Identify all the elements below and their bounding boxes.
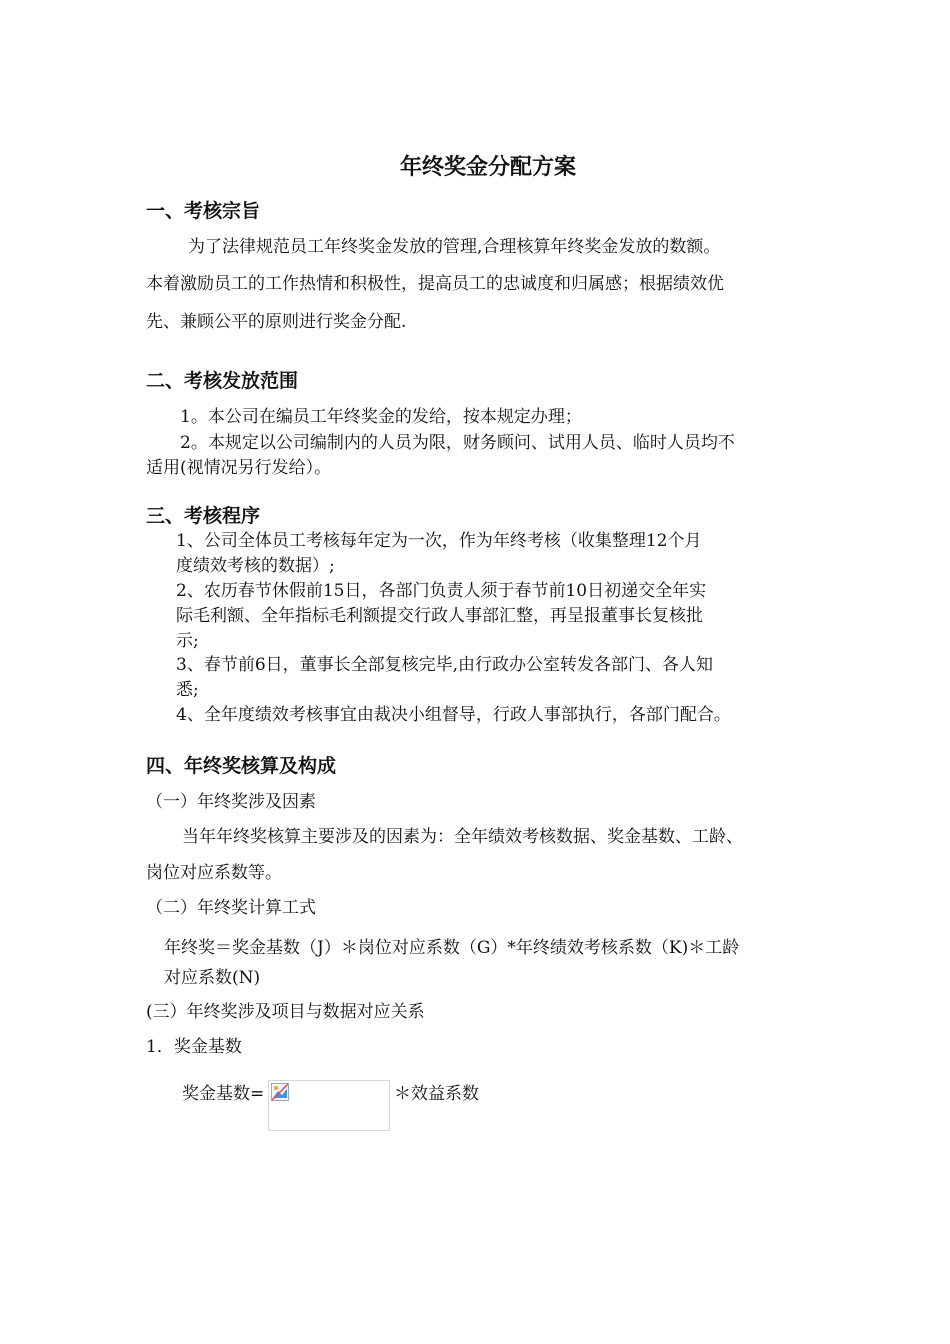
- subsection-3-heading: (三）年终奖涉及项目与数据对应关系: [146, 1002, 425, 1022]
- subsection-2-line: 对应系数(N): [164, 968, 261, 988]
- section-3-line: 2、农历春节休假前15日，各部门负责人须于春节前10日初递交全年实: [176, 581, 707, 601]
- formula-left: 奖金基数=: [182, 1084, 265, 1104]
- subsection-1-line: 当年年终奖核算主要涉及的因素为：全年绩效考核数据、奖金基数、工龄、: [182, 827, 743, 847]
- formula-right: ＊效益系数: [394, 1084, 479, 1104]
- section-3-line: 1、公司全体员工考核每年定为一次，作为年终考核（收集整理12个月: [176, 531, 702, 551]
- section-2-line: 1。本公司在编员工年终奖金的发给，按本规定办理；: [180, 407, 582, 427]
- broken-image-icon: [271, 1083, 289, 1101]
- section-4-heading: 四、年终奖核算及构成: [146, 755, 337, 777]
- section-1-line: 本着激励员工的工作热情和积极性，提高员工的忠诚度和归属感；根据绩效优: [146, 274, 724, 294]
- section-3-line: 际毛利额、全年指标毛利额提交行政人事部汇整，再呈报董事长复核批: [176, 606, 703, 626]
- section-1-line: 先、兼顾公平的原则进行奖金分配.: [146, 312, 407, 332]
- section-2-line: 2。本规定以公司编制内的人员为限，财务顾问、试用人员、临时人员均不: [180, 433, 735, 453]
- section-3-line: 悉;: [176, 680, 199, 700]
- section-2-line: 适用(视情况另行发给）。: [146, 458, 332, 478]
- item-1-heading: 1．奖金基数: [146, 1037, 242, 1057]
- subsection-1-line: 岗位对应系数等。: [146, 863, 282, 883]
- section-1-line: 为了法律规范员工年终奖金发放的管理,合理核算年终奖金发放的数额。: [188, 237, 721, 257]
- section-3-line: 3、春节前6日，董事长全部复核完毕,由行政办公室转发各部门、各人知: [176, 655, 714, 675]
- section-3-line: 度绩效考核的数据）;: [176, 556, 335, 576]
- section-1-heading: 一、考核宗旨: [146, 200, 261, 222]
- subsection-2-heading: （二）年终奖计算工式: [146, 898, 316, 918]
- section-3-line: 示;: [176, 631, 199, 651]
- section-3-heading: 三、考核程序: [146, 505, 261, 527]
- subsection-2-line: 年终奖＝奖金基数（J）＊岗位对应系数（G）*年终绩效考核系数（K)＊工龄: [164, 938, 740, 958]
- subsection-1-heading: （一）年终奖涉及因素: [146, 792, 316, 812]
- document-title: 年终奖金分配方案: [400, 155, 577, 180]
- formula-image-placeholder: [268, 1080, 390, 1131]
- section-3-line: 4、全年度绩效考核事宜由裁决小组督导，行政人事部执行，各部门配合。: [176, 705, 731, 725]
- section-2-heading: 二、考核发放范围: [146, 370, 299, 392]
